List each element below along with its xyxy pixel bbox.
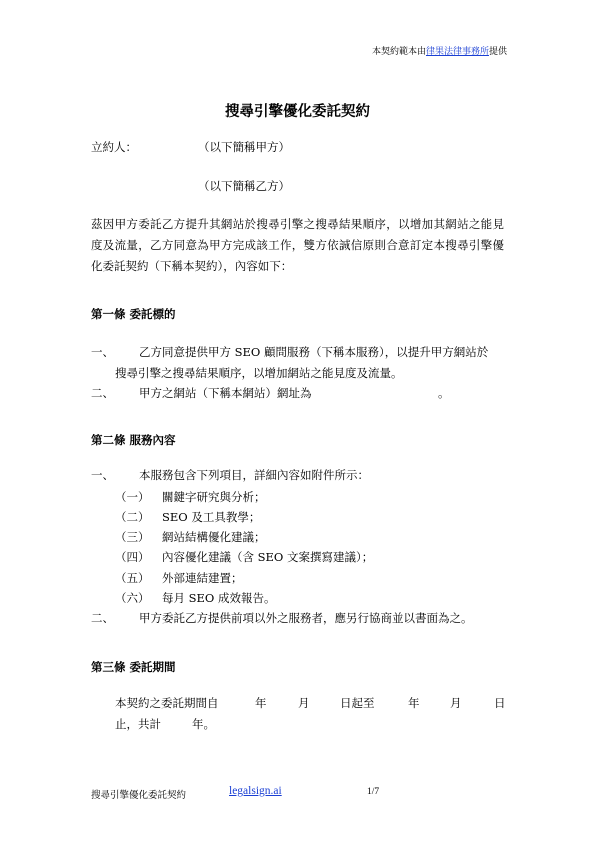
art1-clause1-line2: 搜尋引擎之搜尋結果順序，以增加網站之能見度及流量。 [115, 366, 403, 380]
article-1-heading: 第一條 委託標的 [91, 307, 176, 321]
art1-clause2-end: 。 [438, 386, 450, 400]
art2-clause1-text: 本服務包含下列項目，詳細內容如附件所示： [139, 468, 369, 482]
art2-clause2-num: 二、 [91, 611, 114, 625]
footer-site-link[interactable]: legalsign.ai [229, 785, 282, 797]
parties-label: 立約人： [91, 140, 137, 154]
art3-period-start: 本契約之委託期間自 [115, 696, 219, 710]
preamble: 茲因甲方委託乙方提升其網站於搜尋引擎之搜尋結果順序，以增加其網站之能見度及流量，乙方同意為甲方完成該工作，雙方依誠信原則合意訂定本搜尋引擎優化委託契約（下稱本契約），內容如下： [91, 217, 504, 273]
art3-day: 日 [494, 696, 506, 710]
art3-year-2: 年 [408, 696, 420, 710]
party-a-note: （以下簡稱甲方） [198, 140, 290, 154]
art3-period-end: 止，共計 [115, 717, 161, 731]
list-item-num: （一） [115, 490, 150, 504]
page-number: 1/7 [367, 787, 380, 797]
list-item-text: SEO 及工具教學； [162, 510, 261, 524]
list-item-num: （二） [115, 510, 150, 524]
article-2-heading: 第二條 服務內容 [91, 433, 176, 447]
art1-clause1-num: 一、 [91, 345, 114, 359]
art3-day-from: 日起至 [340, 696, 375, 710]
list-item-text: 內容優化建議（含 SEO 文案撰寫建議）； [162, 550, 374, 564]
page-header [372, 44, 507, 57]
art3-month-2: 月 [450, 696, 462, 710]
art3-month-1: 月 [298, 696, 310, 710]
article-3-heading: 第三條 委託期間 [91, 660, 176, 674]
list-item-text: 關鍵字研究與分析； [162, 490, 266, 504]
art2-clause2-text: 甲方委託乙方提供前項以外之服務者，應另行協商並以書面為之。 [139, 611, 473, 625]
list-item-num: （五） [115, 571, 150, 585]
list-item-text: 外部連結建置； [162, 571, 243, 585]
art2-clause1-num: 一、 [91, 468, 114, 482]
art1-clause1-line1: 乙方同意提供甲方 SEO 顧問服務（下稱本服務），以提升甲方網站於 [139, 345, 489, 359]
list-item-text: 網站結構優化建議； [162, 530, 266, 544]
list-item-num: （三） [115, 530, 150, 544]
firm-link[interactable]: 律果法律事務所 [425, 47, 489, 57]
header-suffix: 提供 [488, 47, 507, 57]
list-item-num: （六） [115, 591, 150, 605]
header-prefix: 本契約範本由 [371, 47, 426, 57]
contract-title: 搜尋引擎優化委託契約 [225, 104, 370, 120]
art3-total-years: 年。 [192, 717, 215, 731]
footer-doc-name: 搜尋引擎優化委託契約 [91, 790, 187, 801]
party-b-note: （以下簡稱乙方） [198, 179, 290, 193]
art1-clause2-text: 甲方之網站（下稱本網站）網址為 [139, 386, 312, 400]
art1-clause2-num: 二、 [91, 386, 114, 400]
art3-year-1: 年 [255, 696, 267, 710]
list-item-num: （四） [115, 550, 150, 564]
list-item-text: 每月 SEO 成效報告。 [162, 591, 276, 605]
